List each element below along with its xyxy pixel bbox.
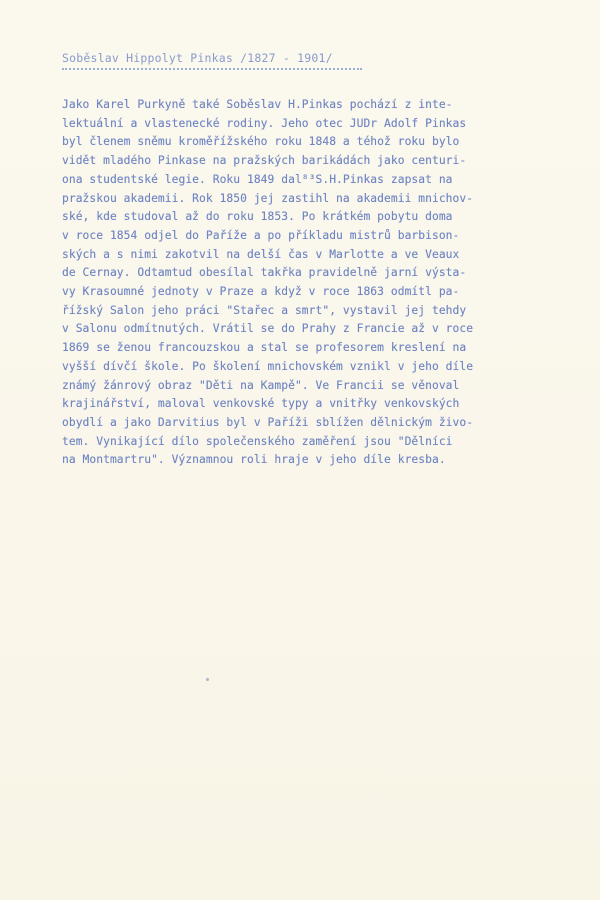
text-line: řížský Salon jeho práci "Stařec a smrt", vystavil jej tehdy (62, 303, 467, 317)
text-line: v Salonu odmítnutých. Vrátil se do Prahy z Francie až v roce (62, 322, 474, 336)
text-line: ské, kde studoval až do roku 1853. Po krátkém pobytu doma (62, 210, 453, 224)
text-line: Jako Karel Purkyně také Soběslav H.Pinkas pochází z inte- (62, 98, 453, 111)
text-line: 1869 se ženou francouzskou a stal se profesorem kreslení na (62, 341, 467, 355)
text-line: ských a s nimi zakotvil na delší čas v Marlotte a ve Veaux (62, 247, 460, 261)
text-line: tem. Vynikající dílo společenského zaměření jsou "Dělníci (62, 434, 453, 448)
heading-underline (62, 68, 362, 70)
text-line: lektuální a vlastenecké rodiny. Jeho otec JUDr Adolf Pinkas (62, 116, 467, 130)
text-line: pražskou akademii. Rok 1850 jej zastihl na akademii mnichov- (62, 191, 474, 205)
text-line: de Cernay. Odtamtud obesílal takřka pravidelně jarní výsta- (62, 266, 467, 280)
text-line: ona studentské legie. Roku 1849 dal⁸³S.H.Pinkas zapsat na (62, 172, 453, 186)
paper-speck (206, 678, 209, 681)
text-line: vidět mladého Pinkase na pražských barikádách jako centuri- (62, 154, 467, 168)
text-line: vy Krasoumné jednoty v Praze a když v roce 1863 odmítl pa- (62, 285, 460, 299)
text-line: byl členem sněmu kroměřížského roku 1848 a téhož roku bylo (62, 135, 460, 149)
text-line: na Montmartru". Významnou roli hraje v jeho díle kresba. (62, 453, 446, 467)
document-heading: Soběslav Hippolyt Pinkas /1827 - 1901/ (62, 51, 333, 65)
text-line: obydlí a jako Darvitius byl v Paříži sblížen dělnickým živo- (62, 415, 474, 429)
text-line: vyšší dívčí škole. Po školení mnichovském vznikl v jeho díle (62, 359, 474, 373)
typewritten-paragraph (62, 96, 562, 470)
text-line: známý žánrový obraz "Děti na Kampě". Ve Francii se věnoval (62, 378, 460, 392)
text-line: krajinářství, maloval venkovské typy a vnitřky venkovských (62, 397, 460, 411)
text-line: v roce 1854 odjel do Paříže a po příkladu mistrů barbison- (62, 228, 460, 242)
